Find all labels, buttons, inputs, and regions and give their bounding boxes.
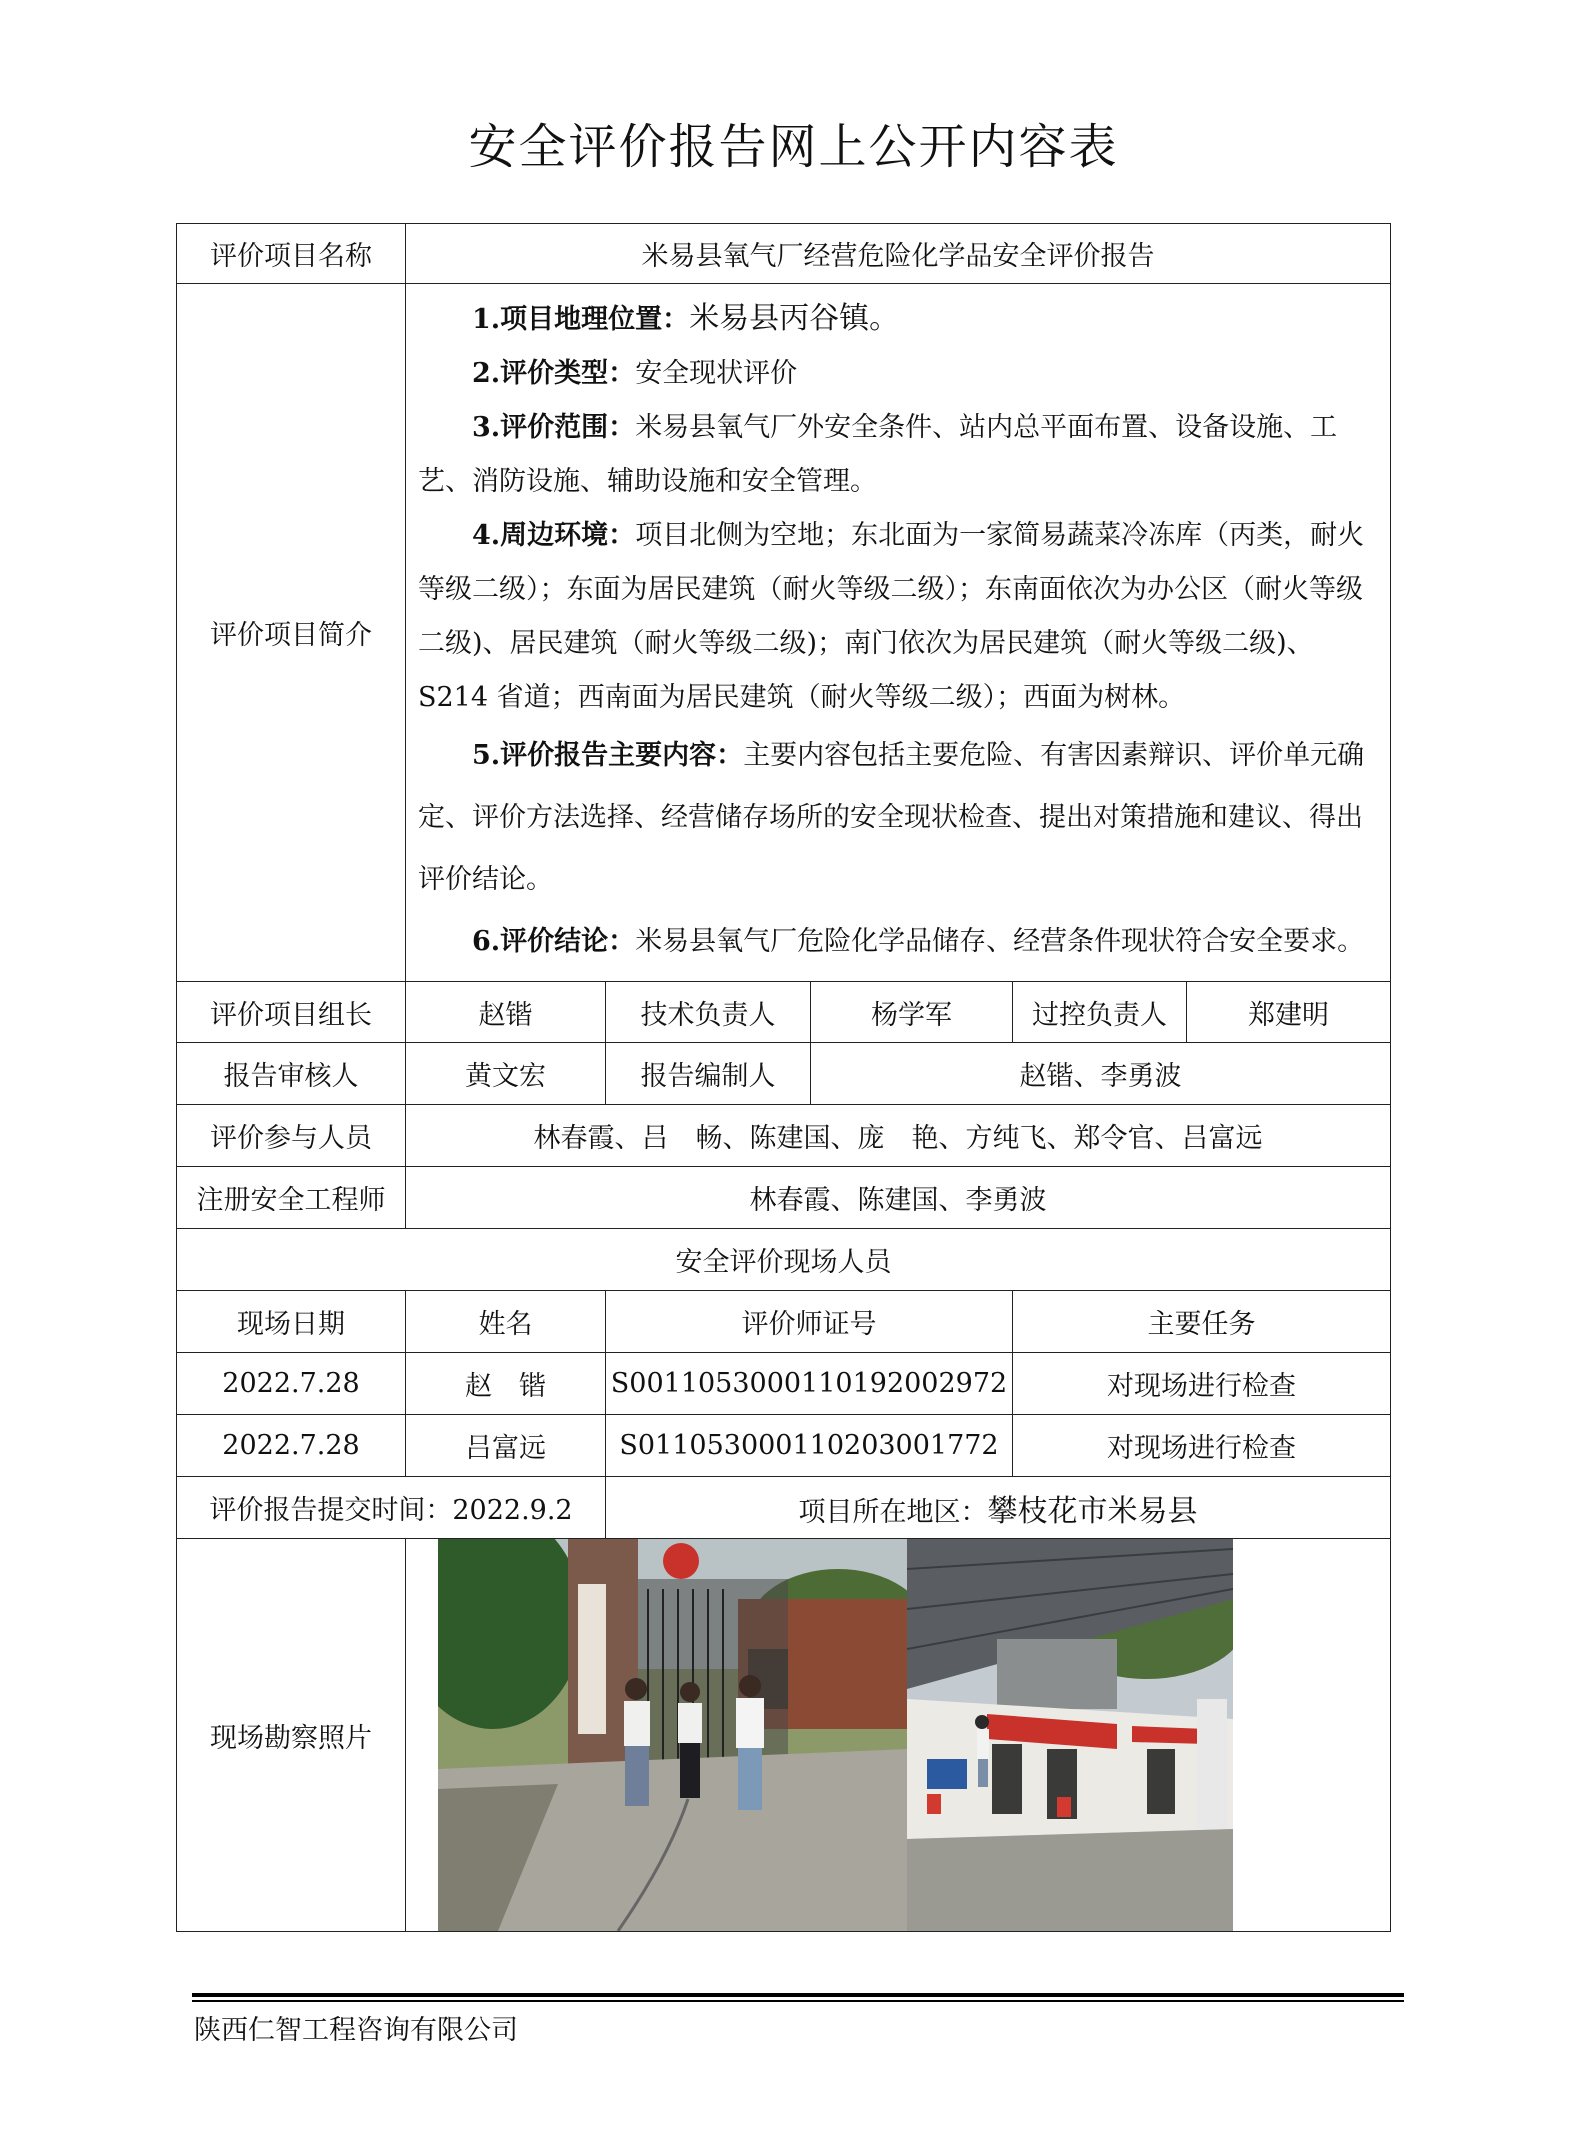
column-header: 姓名 bbox=[406, 1291, 606, 1353]
photos-label: 现场勘察照片 bbox=[177, 1539, 406, 1932]
intro-item-location bbox=[418, 292, 1376, 347]
item-text: 米易县氧气厂外安全条件、站内总平面布置、设备设施、工艺、消防设施、辅助设施和安全管理。 bbox=[418, 412, 1338, 497]
item-head: 1.项目地理位置： bbox=[472, 304, 690, 335]
item-text: 米易县丙谷镇。 bbox=[689, 301, 900, 336]
item-head: 2.评价类型： bbox=[472, 358, 636, 389]
intro-item-surroundings bbox=[418, 509, 1376, 725]
project-name-value: 米易县氧气厂经营危险化学品安全评价报告 bbox=[406, 224, 1391, 284]
project-name-label: 评价项目名称 bbox=[177, 224, 406, 284]
item-text: 米易县氧气厂危险化学品储存、经营条件现状符合安全要求。 bbox=[635, 926, 1365, 957]
reviewer-label: 报告审核人 bbox=[177, 1043, 406, 1105]
process-label: 过控负责人 bbox=[1013, 982, 1187, 1043]
photos-cell bbox=[406, 1539, 1391, 1932]
item-text: 项目北侧为空地；东北面为一家简易蔬菜冷冻库（丙类，耐火等级二级）；东面为居民建筑（耐火等级二级）；东南面依次为办公区（耐火等级二级)、居民建筑（耐火等级二级)；南门依次为居民建筑（耐火等级二级)、S214 省道；西南面为居民建筑（耐火等级二级）；西面为树林。 bbox=[418, 520, 1365, 713]
region-cell bbox=[606, 1477, 1391, 1539]
item-head: 3.评价范围： bbox=[472, 412, 636, 443]
column-header: 主要任务 bbox=[1013, 1291, 1391, 1353]
intro-item-conclusion bbox=[418, 911, 1376, 973]
site-photo-warehouse bbox=[907, 1539, 1233, 1931]
region-value: 攀枝花市米易县 bbox=[987, 1493, 1198, 1529]
site-staff-title: 安全评价现场人员 bbox=[177, 1229, 1391, 1291]
cell-date: 2022.7.28 bbox=[177, 1415, 406, 1477]
intro-item-scope bbox=[418, 401, 1376, 509]
cell-name: 赵 锴 bbox=[406, 1353, 606, 1415]
column-header: 现场日期 bbox=[177, 1291, 406, 1353]
item-text: 安全现状评价 bbox=[635, 358, 798, 389]
process-value: 郑建明 bbox=[1187, 982, 1391, 1043]
intro-label: 评价项目简介 bbox=[177, 284, 406, 982]
tech-value: 杨学军 bbox=[811, 982, 1013, 1043]
table-row bbox=[177, 1415, 1391, 1477]
table-row bbox=[177, 1353, 1391, 1415]
leader-label: 评价项目组长 bbox=[177, 982, 406, 1043]
footer-divider-thin bbox=[192, 2000, 1404, 2002]
cell-date: 2022.7.28 bbox=[177, 1353, 406, 1415]
page-title: 安全评价报告网上公开内容表 bbox=[468, 119, 1119, 175]
participants-value: 林春霞、吕 畅、陈建国、庞 艳、方纯飞、郑令官、吕富远 bbox=[406, 1105, 1391, 1167]
engineers-value: 林春霞、陈建国、李勇波 bbox=[406, 1167, 1391, 1229]
cell-cert: S011053000110203001772 bbox=[606, 1415, 1013, 1477]
footer-divider-thick bbox=[192, 1993, 1404, 1997]
item-head: 6.评价结论： bbox=[472, 926, 636, 957]
cell-task: 对现场进行检查 bbox=[1013, 1415, 1391, 1477]
cell-task: 对现场进行检查 bbox=[1013, 1353, 1391, 1415]
cell-name: 吕富远 bbox=[406, 1415, 606, 1477]
footer-company: 陕西仁智工程咨询有限公司 bbox=[194, 2015, 518, 2046]
column-header: 评价师证号 bbox=[606, 1291, 1013, 1353]
leader-value: 赵锴 bbox=[406, 982, 606, 1043]
item-head: 5.评价报告主要内容： bbox=[472, 740, 744, 771]
editor-label: 报告编制人 bbox=[606, 1043, 811, 1105]
participants-label: 评价参与人员 bbox=[177, 1105, 406, 1167]
submit-date: 评价报告提交时间：2022.9.2 bbox=[177, 1477, 606, 1539]
engineers-label: 注册安全工程师 bbox=[177, 1167, 406, 1229]
region-label: 项目所在地区： bbox=[798, 1496, 988, 1528]
tech-label: 技术负责人 bbox=[606, 982, 811, 1043]
cell-cert: S0011053000110192002972 bbox=[606, 1353, 1013, 1415]
intro-item-content bbox=[418, 725, 1376, 911]
site-staff-header-row bbox=[177, 1291, 1391, 1353]
intro-content bbox=[406, 284, 1391, 982]
site-photo-gate bbox=[438, 1539, 907, 1931]
item-head: 4.周边环境： bbox=[472, 520, 636, 551]
editor-value: 赵锴、李勇波 bbox=[811, 1043, 1391, 1105]
reviewer-value: 黄文宏 bbox=[406, 1043, 606, 1105]
intro-item-type bbox=[418, 347, 1376, 401]
report-table bbox=[176, 223, 1391, 1932]
item-text: 主要内容包括主要危险、有害因素辩识、评价单元确定、评价方法选择、经营储存场所的安全现状检查、提出对策措施和建议、得出评价结论。 bbox=[418, 740, 1365, 895]
